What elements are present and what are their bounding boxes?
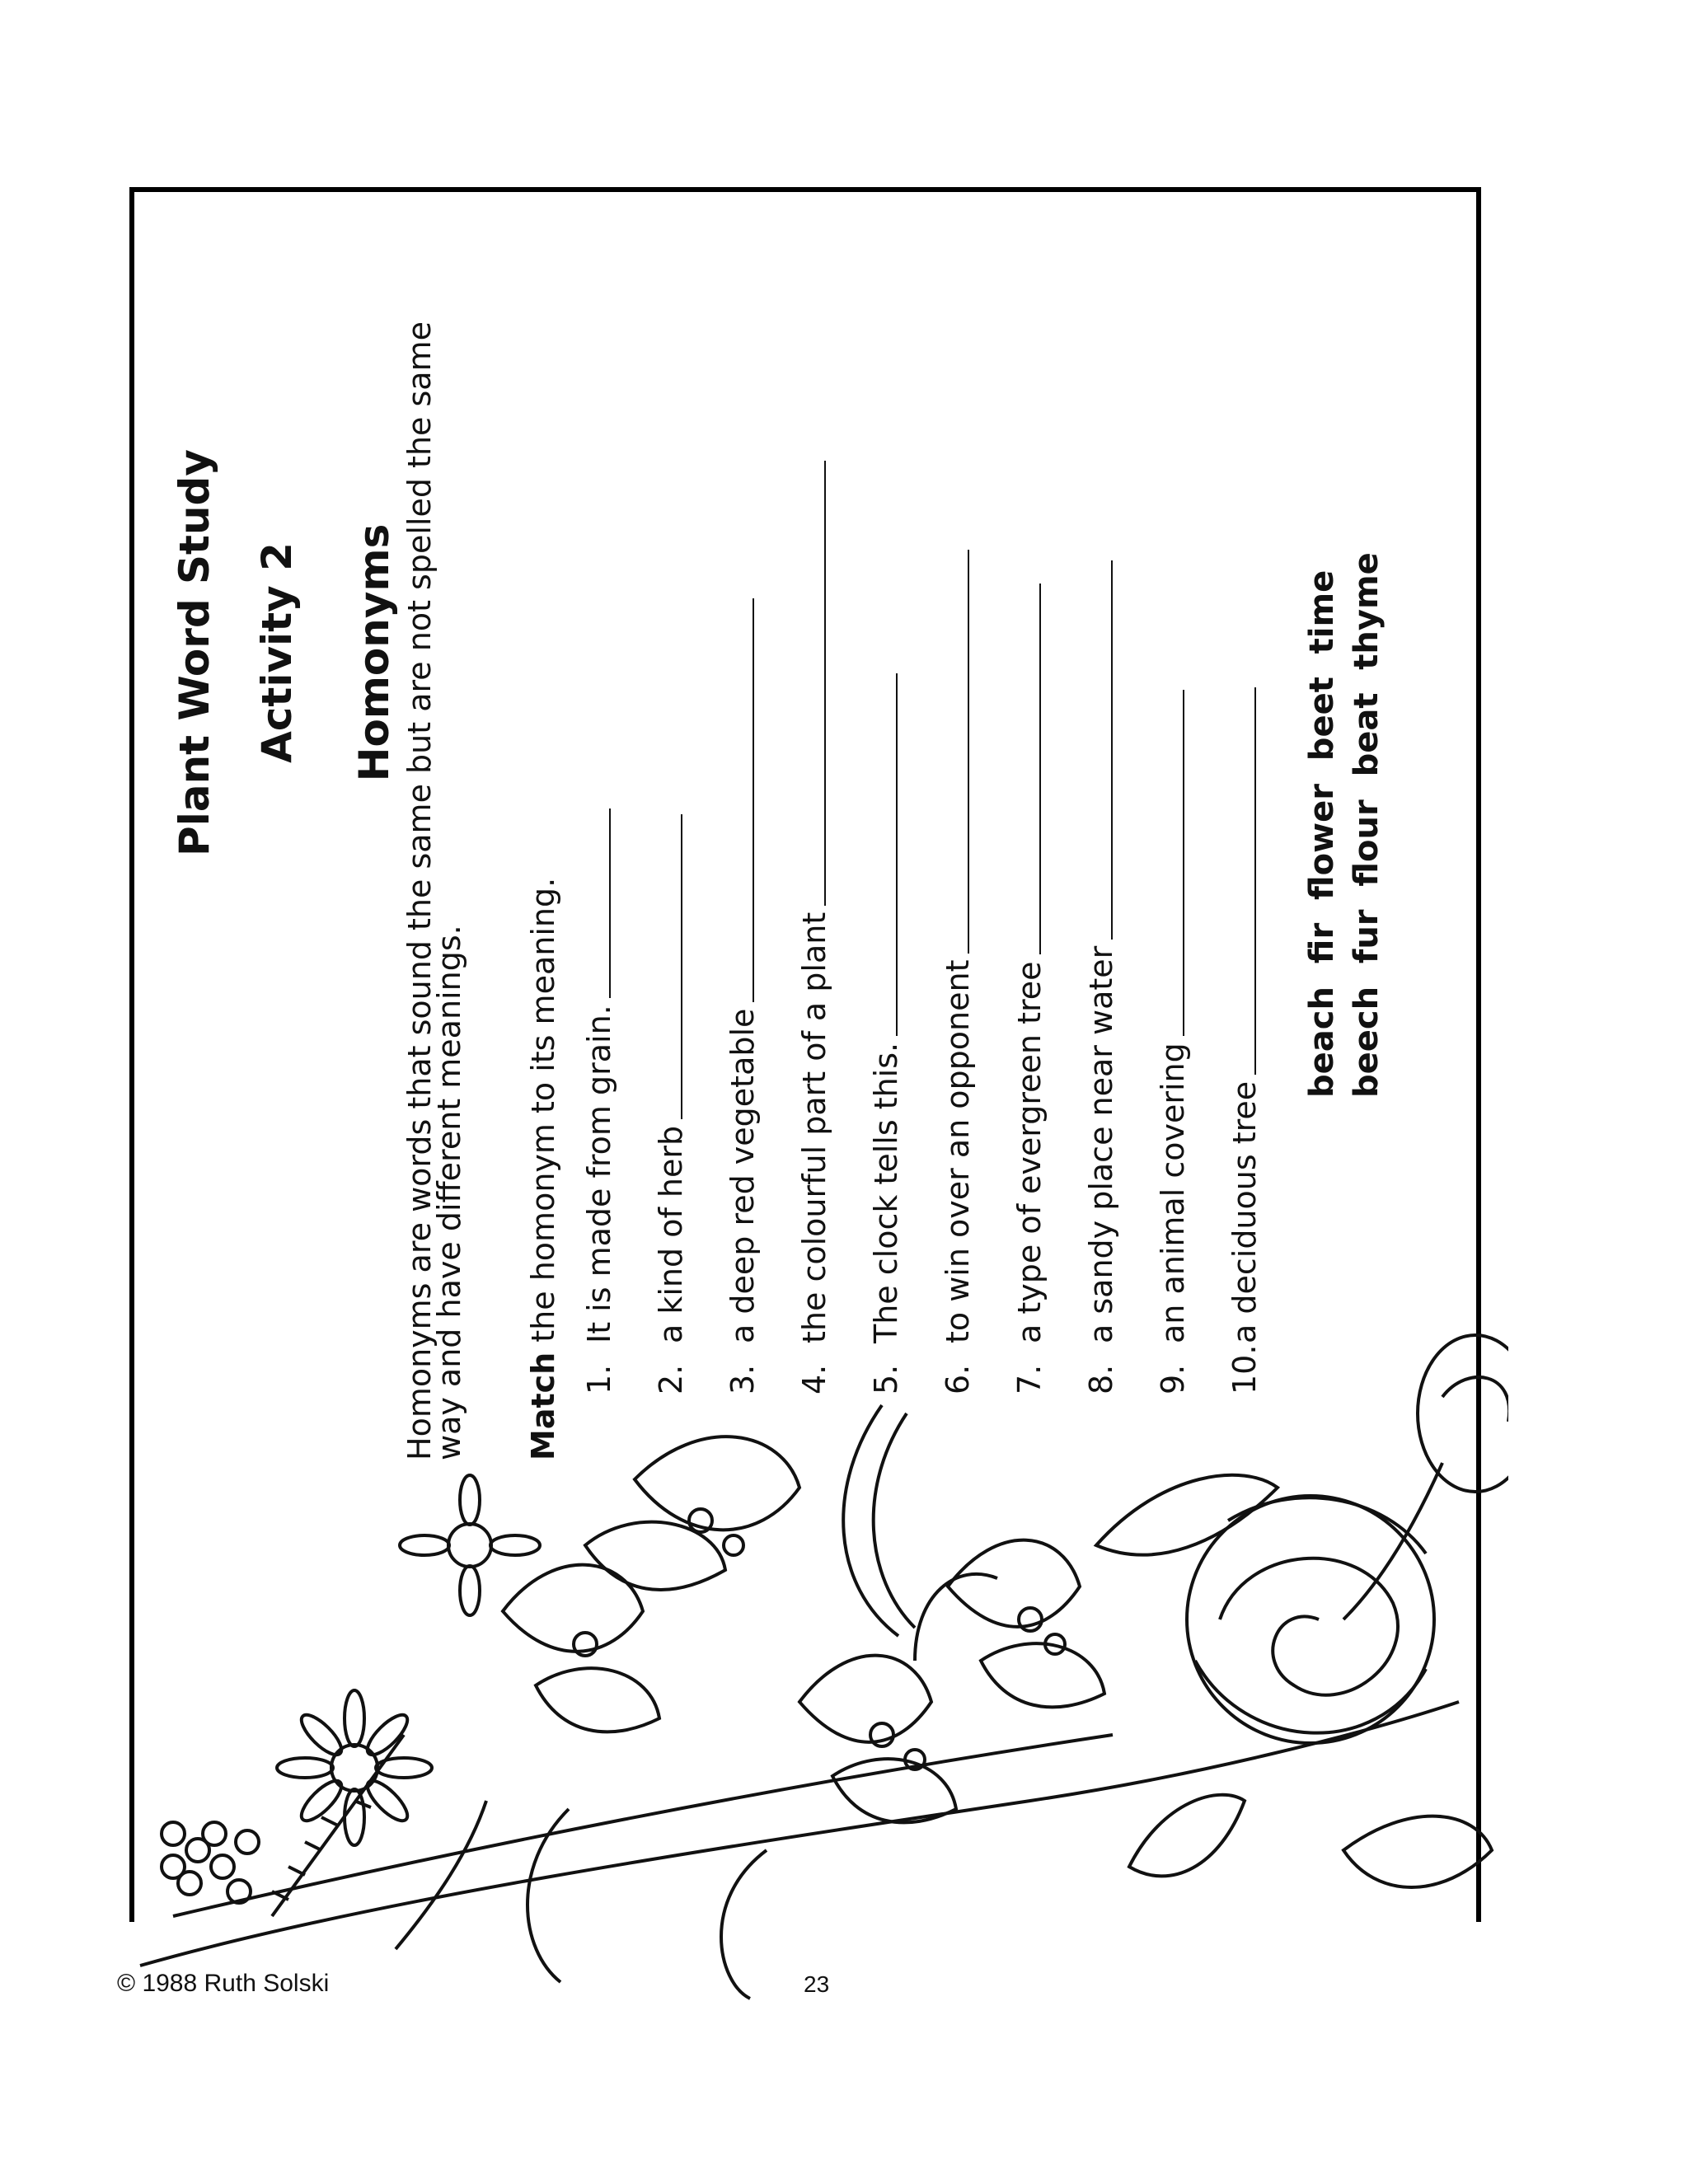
question-item-2 — [653, 405, 724, 1394]
question-item-5 — [868, 405, 940, 1394]
question-number: 10. — [1226, 1344, 1263, 1394]
question-number: 4. — [796, 1364, 832, 1394]
answer-line[interactable] — [1226, 687, 1256, 1075]
question-item-3 — [724, 405, 796, 1394]
activity-heading: Activity 2 — [253, 542, 301, 763]
lily-icon — [585, 1436, 799, 1590]
question-item-1 — [581, 405, 653, 1394]
rose-icon — [1187, 1496, 1434, 1743]
answer-line[interactable] — [796, 461, 826, 906]
daisy-icon — [277, 1690, 432, 1845]
question-item-9 — [1155, 405, 1226, 1394]
question-text: the colourful part of a plant — [796, 912, 832, 1343]
question-item-4 — [796, 405, 868, 1394]
question-list — [581, 405, 1298, 1394]
instruction-text: the homonym to its meaning. — [525, 877, 561, 1352]
leaf-icon — [1129, 1795, 1245, 1877]
topic-heading: Homonyms — [350, 523, 398, 782]
lily-icon — [915, 1540, 1104, 1708]
question-number: 6. — [940, 1364, 976, 1394]
stem-line-icon — [396, 1801, 486, 1949]
question-number: 1. — [581, 1364, 617, 1394]
question-text: a deciduous tree — [1226, 1080, 1263, 1343]
leaf-icon — [1343, 1816, 1492, 1887]
question-text: a kind of herb — [653, 1125, 689, 1343]
leaf-icon — [528, 1809, 569, 1982]
question-number: 8. — [1083, 1364, 1119, 1394]
question-item-6 — [940, 405, 1011, 1394]
question-text: It is made from grain. — [581, 1005, 617, 1343]
lily-icon — [799, 1656, 956, 1823]
question-item-10 — [1226, 405, 1298, 1394]
worksheet-title: Plant Word Study — [171, 449, 218, 856]
answer-line[interactable] — [868, 673, 898, 1036]
answer-line[interactable] — [1083, 560, 1113, 940]
word-bank-line-2: beech fur flour beat thyme — [1348, 552, 1386, 1098]
floral-border-illustration — [124, 1273, 1508, 2015]
flower-cluster-icon — [162, 1822, 259, 1903]
question-number: 5. — [868, 1364, 904, 1394]
question-number: 2. — [653, 1364, 689, 1394]
question-text: an animal covering — [1155, 1043, 1191, 1343]
question-item-8 — [1083, 405, 1155, 1394]
answer-line[interactable] — [581, 808, 611, 998]
page-number: 23 — [804, 1971, 830, 1997]
question-text: a deep red vegetable — [724, 1008, 761, 1343]
intro-line-1: Homonyms are words that sound the same but are not spelled the same — [401, 321, 438, 1460]
intro-line-2: way and have different meanings. — [431, 925, 467, 1460]
word-bank-line-1: beach fir flower beet time — [1303, 569, 1341, 1098]
question-number: 3. — [724, 1364, 761, 1394]
lily-icon — [503, 1565, 659, 1732]
question-text: a type of evergreen tree — [1011, 961, 1048, 1343]
answer-line[interactable] — [1011, 583, 1041, 954]
word-bank — [1300, 552, 1389, 1098]
instruction-bold: Match — [525, 1352, 561, 1460]
question-item-7 — [1011, 405, 1083, 1394]
question-text: to win over an opponent — [940, 959, 976, 1343]
answer-line[interactable] — [653, 814, 682, 1119]
copyright-notice: © 1988 Ruth Solski — [117, 1970, 330, 1997]
answer-line[interactable] — [1155, 690, 1184, 1036]
question-text: The clock tells this. — [868, 1042, 904, 1343]
answer-line[interactable] — [940, 550, 969, 954]
question-text: a sandy place near water — [1083, 945, 1119, 1343]
leaf-icon — [874, 1413, 915, 1628]
leaf-icon — [1096, 1475, 1278, 1555]
stem-line-icon — [173, 1735, 1113, 1916]
answer-line[interactable] — [724, 598, 754, 1002]
question-number: 7. — [1011, 1364, 1048, 1394]
question-number: 9. — [1155, 1364, 1191, 1394]
leaf-icon — [721, 1850, 767, 1999]
